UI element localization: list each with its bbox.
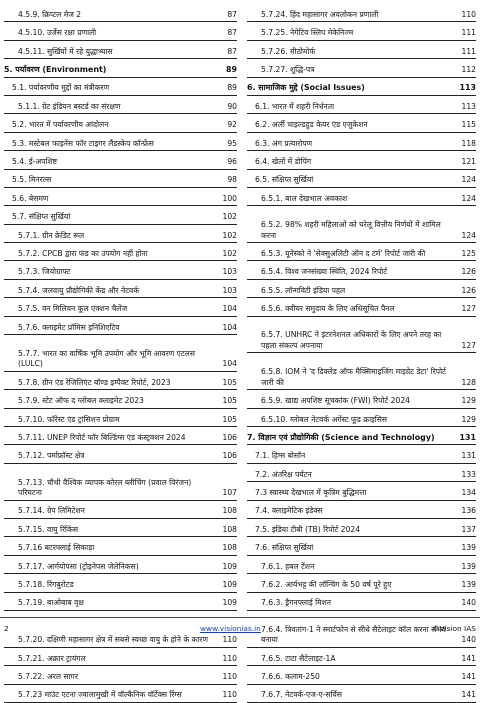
toc-entry[interactable] xyxy=(4,427,237,445)
toc-entry[interactable] xyxy=(4,151,237,169)
toc-entry-title: 5.7.10. फॉरेस्ट एंड ट्रांसिशन प्रोग्राम xyxy=(4,415,217,428)
toc-entry-title: 5.1. पर्यावरणीय मुद्दों का मंत्रीकरण xyxy=(4,83,217,96)
toc-entry[interactable] xyxy=(4,685,237,703)
toc-entry-page: 102 xyxy=(217,231,237,244)
toc-entry-title: 6.5.5. लॉन्गविटी इंडिया पहल xyxy=(247,286,456,299)
toc-entry-title: 5.3. मस्टेबल फाइनेंस फॉर टाइगर लैंडस्केप कॉन्फ्रेंस xyxy=(4,139,217,152)
toc-entry[interactable] xyxy=(247,409,476,427)
toc-entry[interactable] xyxy=(4,464,237,501)
toc-entry[interactable] xyxy=(4,372,237,390)
toc-entry[interactable] xyxy=(247,445,476,463)
toc-entry-page: 100 xyxy=(217,194,237,207)
toc-entry[interactable] xyxy=(4,96,237,114)
toc-entry-page: 124 xyxy=(456,194,476,207)
toc-entry-page: 137 xyxy=(456,525,476,538)
toc-entry[interactable] xyxy=(247,114,476,132)
toc-entry[interactable] xyxy=(247,648,476,666)
toc-entry-title: 6.4. खेलों में डोपिंग xyxy=(247,157,456,170)
toc-entry[interactable] xyxy=(247,464,476,482)
toc-entry-page: 129 xyxy=(456,396,476,409)
toc-entry-title: 6.1. भारत में शहरी निर्धनता xyxy=(247,102,456,115)
toc-entry-title: 5.7. संक्षिप्त सुर्खियां xyxy=(4,212,217,225)
toc-entry[interactable] xyxy=(247,519,476,537)
toc-entry-title: 7.6.1. हबल टेंशन xyxy=(247,562,456,575)
toc-entry[interactable] xyxy=(247,151,476,169)
toc-entry-page: 113 xyxy=(456,102,476,115)
toc-entry[interactable] xyxy=(4,335,237,372)
toc-entry-page: 105 xyxy=(217,415,237,428)
toc-entry-page: 103 xyxy=(217,286,237,299)
toc-section-heading[interactable] xyxy=(247,427,476,445)
toc-entry-title: 5. पर्यावरण (Environment) xyxy=(4,65,217,78)
toc-entry-title: 5.7.21. अक्रार ट्रायंगल xyxy=(4,654,217,667)
toc-entry-page: 128 xyxy=(456,378,476,391)
toc-entry-page: 111 xyxy=(456,47,476,60)
page-number: 2 xyxy=(4,624,9,633)
toc-entry[interactable] xyxy=(4,133,237,151)
toc-entry-title: 6.5.9. खाद्य अपशिष्ट सूचकांक (FWI) रिपोर्ट 2024 xyxy=(247,396,456,409)
toc-entry-title: 5.7.11. UNEP रिपोर्ट फॉर बिल्डिंग्स एंड कंस्ट्रक्शन 2024 xyxy=(4,433,217,446)
toc-entry-page: 106 xyxy=(217,451,237,464)
toc-entry-title: 4.5.10. उर्जेस रक्षा प्रणाली xyxy=(4,28,217,41)
toc-entry[interactable] xyxy=(247,206,476,243)
toc-entry[interactable] xyxy=(4,666,237,684)
toc-entry-page: 89 xyxy=(217,65,237,78)
toc-entry-page: 110 xyxy=(456,10,476,23)
toc-entry-page: 102 xyxy=(217,212,237,225)
toc-entry-page: 109 xyxy=(217,580,237,593)
toc-entry-page: 140 xyxy=(456,598,476,611)
toc-entry-title: 6.5.6. क्वीयर समुदाय के लिए अधिसूचित पैनल xyxy=(247,304,456,317)
toc-entry-page: 103 xyxy=(217,267,237,280)
toc-entry-title: 6.2. अर्ली चाइल्डहुड केयर एंड एजुकेशन xyxy=(247,120,456,133)
toc-entry-page: 92 xyxy=(217,120,237,133)
toc-entry-page: 141 xyxy=(456,672,476,685)
toc-entry-page: 115 xyxy=(456,120,476,133)
toc-entry[interactable] xyxy=(247,501,476,519)
toc-entry-page: 109 xyxy=(217,598,237,611)
toc-entry-page: 131 xyxy=(456,433,476,446)
toc-entry-page: 110 xyxy=(217,672,237,685)
toc-entry-page: 110 xyxy=(217,654,237,667)
copyright-text: ©Vision IAS xyxy=(432,624,476,633)
toc-entry[interactable] xyxy=(4,574,237,592)
toc-entry-title: 5.7.14. ग्रेप लिमिटेशन xyxy=(4,506,217,519)
toc-entry-page: 131 xyxy=(456,451,476,464)
toc-entry-page: 121 xyxy=(456,157,476,170)
toc-right-column xyxy=(247,4,476,703)
toc-entry[interactable] xyxy=(4,537,237,555)
toc-entry-title: 5.7.17. आर्गयोपसा (ट्रोइनेपस जेलेनिकस) xyxy=(4,562,217,575)
toc-entry-page: 134 xyxy=(456,488,476,501)
toc-entry-page: 110 xyxy=(217,635,237,648)
toc-entry-title: 5.7.12. पर्माफ्रॉस्ट क्षेत्र xyxy=(4,451,217,464)
toc-entry[interactable] xyxy=(4,188,237,206)
toc-entry[interactable] xyxy=(4,317,237,335)
toc-entry[interactable] xyxy=(4,261,237,279)
toc-entry-title: 5.7.25. नेगेटिव स्लिप मेकेनिज्म xyxy=(247,28,456,41)
toc-entry[interactable] xyxy=(4,243,237,261)
toc-entry-title: 6.5.8. IOM ने 'द डिक्लेड ऑफ मैक्सिमाइजिंग माइग्रेट डेटा' रिपोर्ट जारी की xyxy=(247,367,456,390)
toc-entry-page: 108 xyxy=(217,506,237,519)
toc-entry-title: 5.7.3. जियोग्राफ्ट xyxy=(4,267,217,280)
toc-entry[interactable] xyxy=(4,593,237,611)
toc-entry-title: 6.3. अंग प्रत्यारोपण xyxy=(247,139,456,152)
toc-entry-page: 104 xyxy=(217,359,237,372)
toc-entry-title: 5.7.22. अरल सागर xyxy=(4,672,217,685)
toc-entry-title: 5.5. मिनरल्स xyxy=(4,175,217,188)
toc-entry-page: 107 xyxy=(217,488,237,501)
toc-entry-page: 126 xyxy=(456,267,476,280)
toc-entry[interactable] xyxy=(247,59,476,77)
toc-entry-title: 7.6.3. ड्रैगनफ्लाई मिशन xyxy=(247,598,456,611)
toc-entry-page: 104 xyxy=(217,323,237,336)
toc-entry-title: 5.7.18. रिंगबुरोटड xyxy=(4,580,217,593)
toc-entry[interactable] xyxy=(4,225,237,243)
toc-entry-page: 106 xyxy=(217,433,237,446)
toc-entry-page: 141 xyxy=(456,690,476,703)
toc-entry-page: 98 xyxy=(217,175,237,188)
toc-entry-title: 7.6.7. नेटवर्क-एज-ए-सर्विस xyxy=(247,690,456,703)
toc-entry-page: 133 xyxy=(456,470,476,483)
toc-entry-title: 7.5. इंडिया टीबी (TB) रिपोर्ट 2024 xyxy=(247,525,456,538)
toc-entry-page: 139 xyxy=(456,562,476,575)
toc-entry-title: 4.5.9. क्रिप्टल मेज 2 xyxy=(4,10,217,23)
toc-entry-title: 5.7.5. वन मिलियन कूल एक्शन चैलेंज xyxy=(4,304,217,317)
toc-entry[interactable] xyxy=(4,4,237,22)
toc-entry-title: 5.7.6. क्लाइमेट प्रॉमिस इनिशिएटिव xyxy=(4,323,217,336)
toc-entry-page: 127 xyxy=(456,341,476,354)
toc-entry-page: 127 xyxy=(456,304,476,317)
toc-entry[interactable] xyxy=(247,243,476,261)
toc-entry-title: 5.7.8. ग्रीन एंड रेजिलिएंट बॉण्ड इम्पैक्ट रिपोर्ट, 2023 xyxy=(4,378,217,391)
toc-entry-page: 87 xyxy=(217,10,237,23)
toc-entry-title: 6.5.1. बाल देखभाल अवकाश xyxy=(247,194,456,207)
toc-entry-title: 7.1. हिग्स बोसॉन xyxy=(247,451,456,464)
toc-entry-page: 126 xyxy=(456,286,476,299)
toc-entry-page: 90 xyxy=(217,102,237,115)
toc-entry[interactable] xyxy=(4,445,237,463)
toc-entry-page: 96 xyxy=(217,157,237,170)
toc-entry-title: 5.7.4. जलवायु प्रौद्योगिकी केंद्र और नेटवर्क xyxy=(4,286,217,299)
toc-entry-title: 7.2. अंतरिक्ष पर्यटन xyxy=(247,470,456,483)
toc-entry[interactable] xyxy=(247,317,476,354)
toc-entry[interactable] xyxy=(247,261,476,279)
toc-entry-title: 6.5. संक्षिप्त सुर्खियां xyxy=(247,175,456,188)
toc-entry[interactable] xyxy=(4,78,237,96)
toc-entry-page: 124 xyxy=(456,175,476,188)
toc-entry[interactable] xyxy=(4,519,237,537)
toc-entry-page: 136 xyxy=(456,506,476,519)
toc-entry-page: 108 xyxy=(217,525,237,538)
toc-entry-title: 5.7.24. हिंद महासागर अवलोकन प्रणाली xyxy=(247,10,456,23)
toc-entry-title: 7.3 स्वास्थ्य देखभाल में कृत्रिम बुद्धिमत्ता xyxy=(247,488,456,501)
toc-entry-page: 87 xyxy=(217,47,237,60)
toc-entry-title: 7.6.4. त्रिवतांग-1 ने स्मार्टफोन से सीधे सैटेलाइट कॉल करना संभव बनाया xyxy=(247,625,456,648)
toc-entry[interactable] xyxy=(247,537,476,555)
toc-entry-title: 5.7.19. बाओबाब वृक्ष xyxy=(4,598,217,611)
toc-entry[interactable] xyxy=(247,353,476,390)
toc-entry-title: 6.5.4. विश्व जनसंख्या स्थिति, 2024 रिपोर्ट xyxy=(247,267,456,280)
page-footer xyxy=(0,617,480,640)
toc-entry-title: 7.6.2. आर्यभट्ट की लॉन्चिंग के 50 वर्ष पूरे हुए xyxy=(247,580,456,593)
toc-entry[interactable] xyxy=(247,574,476,592)
toc-entry[interactable] xyxy=(4,409,237,427)
toc-entry-title: 6. सामाजिक मुद्दे (Social Issues) xyxy=(247,83,456,96)
toc-entry-title: 5.7.20. दक्षिणी महासागर क्षेत्र में सबसे स्वच्छ वायु के होने के कारण xyxy=(4,635,217,648)
toc-entry-title: 5.7.9. स्टेट ऑफ द ग्लोबल क्लाइमेट 2023 xyxy=(4,396,217,409)
toc-entry[interactable] xyxy=(247,666,476,684)
toc-entry-page: 102 xyxy=(217,249,237,262)
toc-entry-page: 129 xyxy=(456,415,476,428)
toc-entry-title: 6.5.3. यूनेस्को ने 'सेक्सुअलिटी ऑन द टर्म' रिपोर्ट जारी की xyxy=(247,249,456,262)
toc-entry-title: 5.6. बेसमण xyxy=(4,194,217,207)
toc-entry[interactable] xyxy=(4,298,237,316)
toc-entry[interactable] xyxy=(247,133,476,151)
toc-entry-title: 5.7.13. चौथी वैश्विक व्यापक कोरल ब्लीचिंग (प्रवाल विरंजन) परिघटना xyxy=(4,478,217,501)
toc-entry-title: 7.6.5. टाटा सैटेलाइट-1A xyxy=(247,654,456,667)
toc-entry[interactable] xyxy=(247,4,476,22)
toc-entry-page: 109 xyxy=(217,562,237,575)
toc-entry-title: 7.6.6. कलाम-250 xyxy=(247,672,456,685)
toc-entry-title: 5.7.23 माउंट एटना ज्वालामुखी में वॉल्कैनिक वॉर्टेक्स रिंग्स xyxy=(4,690,217,703)
toc-entry-page: 110 xyxy=(217,690,237,703)
toc-entry[interactable] xyxy=(4,22,237,40)
toc-entry-title: 5.1.1. ग्रेट इंडियन बस्टर्ड का संरक्षण xyxy=(4,102,217,115)
toc-entry-page: 105 xyxy=(217,378,237,391)
toc-entry[interactable] xyxy=(4,206,237,224)
toc-entry-title: 7.4. क्लाइमेटिक इंडेक्स xyxy=(247,506,456,519)
toc-entry[interactable] xyxy=(247,390,476,408)
toc-entry-title: 5.7.1. ग्रीन क्रेडिट रूल xyxy=(4,231,217,244)
website-link[interactable]: www.visionias.in xyxy=(200,624,261,633)
toc-entry-title: 6.5.7. UNHRC ने इंटरनेशनल अधिकारों के लिए अपने तरह का पहला संकल्प अपनाया xyxy=(247,330,456,353)
toc-entry-title: 7.6. संक्षिप्त सुर्खियां xyxy=(247,543,456,556)
toc-entry-title: 5.7.15. वायु रिंकिंस xyxy=(4,525,217,538)
toc-entry[interactable] xyxy=(247,188,476,206)
toc-entry-title: 5.2. भारत में पर्यावरणीय आंदोलन xyxy=(4,120,217,133)
toc-section-heading[interactable] xyxy=(247,78,476,96)
toc-entry-page: 118 xyxy=(456,139,476,152)
toc-entry[interactable] xyxy=(4,648,237,666)
toc-entry-title: 5.7.16 बटरफ्लाई सिकाड़ा xyxy=(4,543,217,556)
toc-entry-page: 108 xyxy=(217,543,237,556)
toc-entry[interactable] xyxy=(247,22,476,40)
toc-entry-title: 6.5.2. 98% शहरी महिलाओं को घरेलू वित्तीय निर्णयों में शामिल करना xyxy=(247,220,456,243)
toc-entry-page: 140 xyxy=(456,635,476,648)
toc-entry[interactable] xyxy=(4,556,237,574)
toc-entry[interactable] xyxy=(4,280,237,298)
toc-entry-page: 139 xyxy=(456,543,476,556)
toc-entry-title: 4.5.11. सुर्खियों में रहे युद्धाभ्यास xyxy=(4,47,217,60)
toc-entry-title: 5.4. ई-अपशिष्ट xyxy=(4,157,217,170)
toc-entry-title: 6.5.10. ग्लोबल नेटवर्क अगेंस्ट फूड क्राइसिस xyxy=(247,415,456,428)
toc-entry[interactable] xyxy=(4,170,237,188)
toc-entry[interactable] xyxy=(247,170,476,188)
toc-entry-page: 105 xyxy=(217,396,237,409)
toc-entry[interactable] xyxy=(4,41,237,59)
toc-left-column xyxy=(4,4,237,703)
toc-entry[interactable] xyxy=(4,114,237,132)
toc-entry-page: 124 xyxy=(456,231,476,244)
toc-entry-title: 7. विज्ञान एवं प्रौद्योगिकी (Science and Technology) xyxy=(247,433,456,446)
toc-section-heading[interactable] xyxy=(4,59,237,77)
toc-entry-page: 139 xyxy=(456,580,476,593)
toc-entry-title: 5.7.2. CPCB द्वारा फंड का उपयोग नहीं होना xyxy=(4,249,217,262)
toc-entry-page: 141 xyxy=(456,654,476,667)
toc-entry[interactable] xyxy=(247,556,476,574)
toc-entry[interactable] xyxy=(247,593,476,611)
toc-entry-page: 112 xyxy=(456,65,476,78)
toc-entry-page: 95 xyxy=(217,139,237,152)
toc-entry-title: 5.7.26. मीठोमोर्फ xyxy=(247,47,456,60)
toc-entry-title: 5.7.27. शुद्धि-पत्र xyxy=(247,65,456,78)
toc-entry-page: 125 xyxy=(456,249,476,262)
toc-entry-page: 87 xyxy=(217,28,237,41)
toc-entry-page: 89 xyxy=(217,83,237,96)
toc-entry-title: 5.7.7. भारत का वार्षिक भूमि उपयोग और भूमि आवरण एटलस (LULC) xyxy=(4,349,217,372)
toc-entry[interactable] xyxy=(247,280,476,298)
toc-entry[interactable] xyxy=(247,96,476,114)
toc-entry-page: 104 xyxy=(217,304,237,317)
toc-entry[interactable] xyxy=(4,501,237,519)
toc-entry-page: 111 xyxy=(456,28,476,41)
toc-entry[interactable] xyxy=(4,390,237,408)
toc-entry[interactable] xyxy=(247,41,476,59)
toc-entry[interactable] xyxy=(247,685,476,703)
toc-entry-page: 113 xyxy=(456,83,476,96)
toc-entry[interactable] xyxy=(247,298,476,316)
toc-entry[interactable] xyxy=(247,482,476,500)
